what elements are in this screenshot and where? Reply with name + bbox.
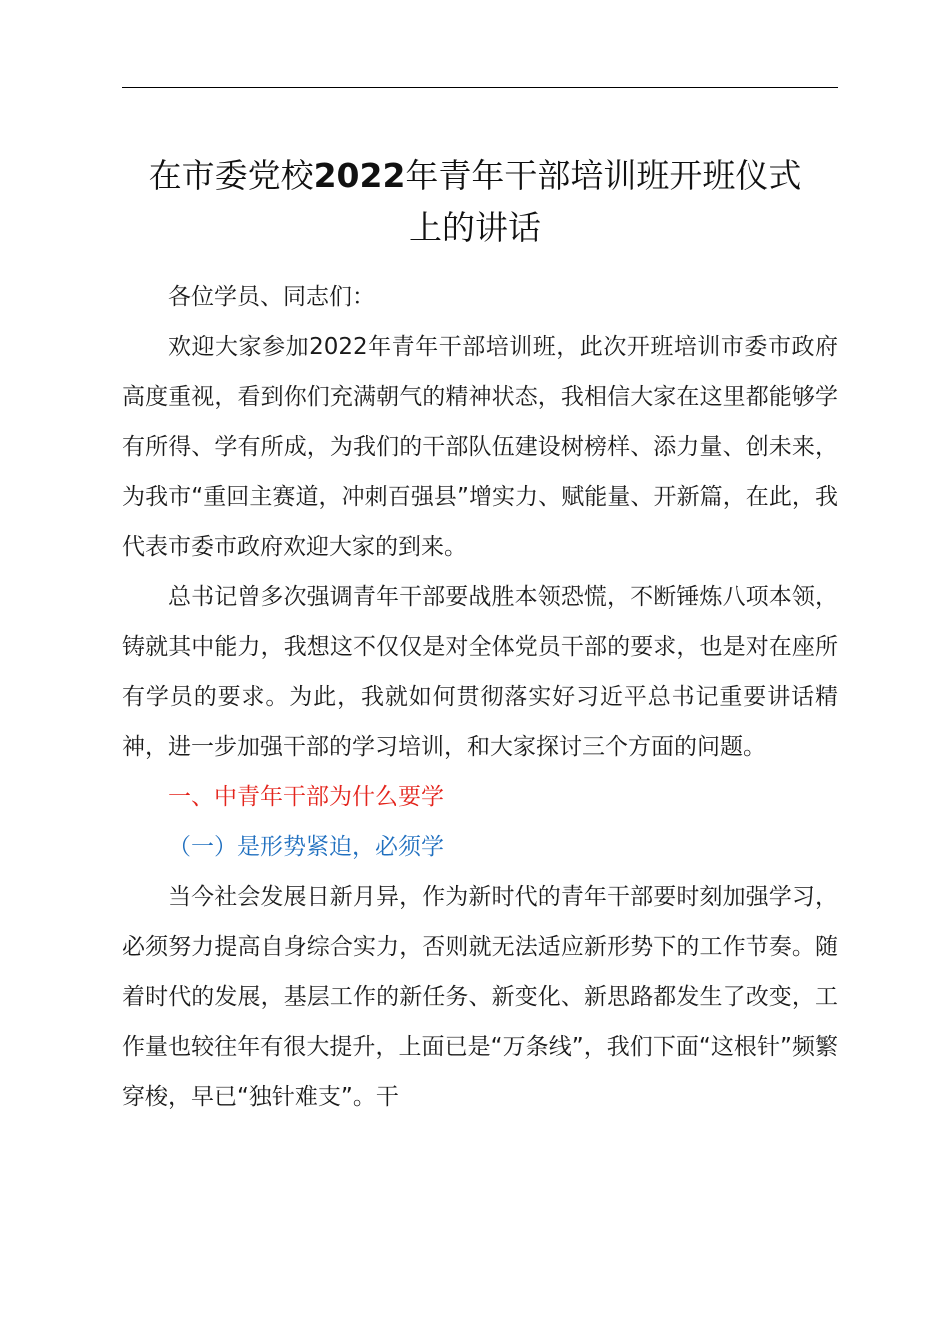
title-part: 在市委党校 xyxy=(148,156,314,195)
title-line-2: 上的讲话 xyxy=(409,208,541,247)
subsection-heading: （一）是形势紧迫，必须学 xyxy=(168,834,444,860)
paragraph: 当今社会发展日新月异，作为新时代的青年干部要时刻加强学习，必须努力提高自身综合实力，否则就无法适应新形势下的工作节奏。随着时代的发展，基层工作的新任务、新变化、新思路都发生了改变，工作量也较往年有很大提升，上面已是“万条线”，我们下面“这根针”频繁穿梭，早已“独针难支”。干 xyxy=(122,884,838,1110)
title-year: 2022 xyxy=(313,156,406,195)
salutation: 各位学员、同志们： xyxy=(168,284,375,310)
paragraph: 总书记曾多次强调青年干部要战胜本领恐慌，不断锤炼八项本领，铸就其中能力，我想这不仅仅是对全体党员干部的要求，也是对在座所有学员的要求。为此，我就如何贯彻落实好习近平总书记重要讲话精神，进一步加强干部的学习培训，和大家探讨三个方面的问题。 xyxy=(122,584,838,760)
header-rule xyxy=(122,87,838,88)
title-part: 年青年干部培训班开班仪式 xyxy=(405,156,802,195)
document-body xyxy=(122,272,838,1122)
section-heading: 一、中青年干部为什么要学 xyxy=(168,784,444,810)
document-title xyxy=(100,150,850,254)
paragraph: 欢迎大家参加2022年青年干部培训班，此次开班培训市委市政府高度重视，看到你们充满朝气的精神状态，我相信大家在这里都能够学有所得、学有所成，为我们的干部队伍建设树榜样、添力量、创未来，为我市“重回主赛道，冲刺百强县”增实力、赋能量、开新篇，在此，我代表市委市政府欢迎大家的到来。 xyxy=(122,334,838,560)
